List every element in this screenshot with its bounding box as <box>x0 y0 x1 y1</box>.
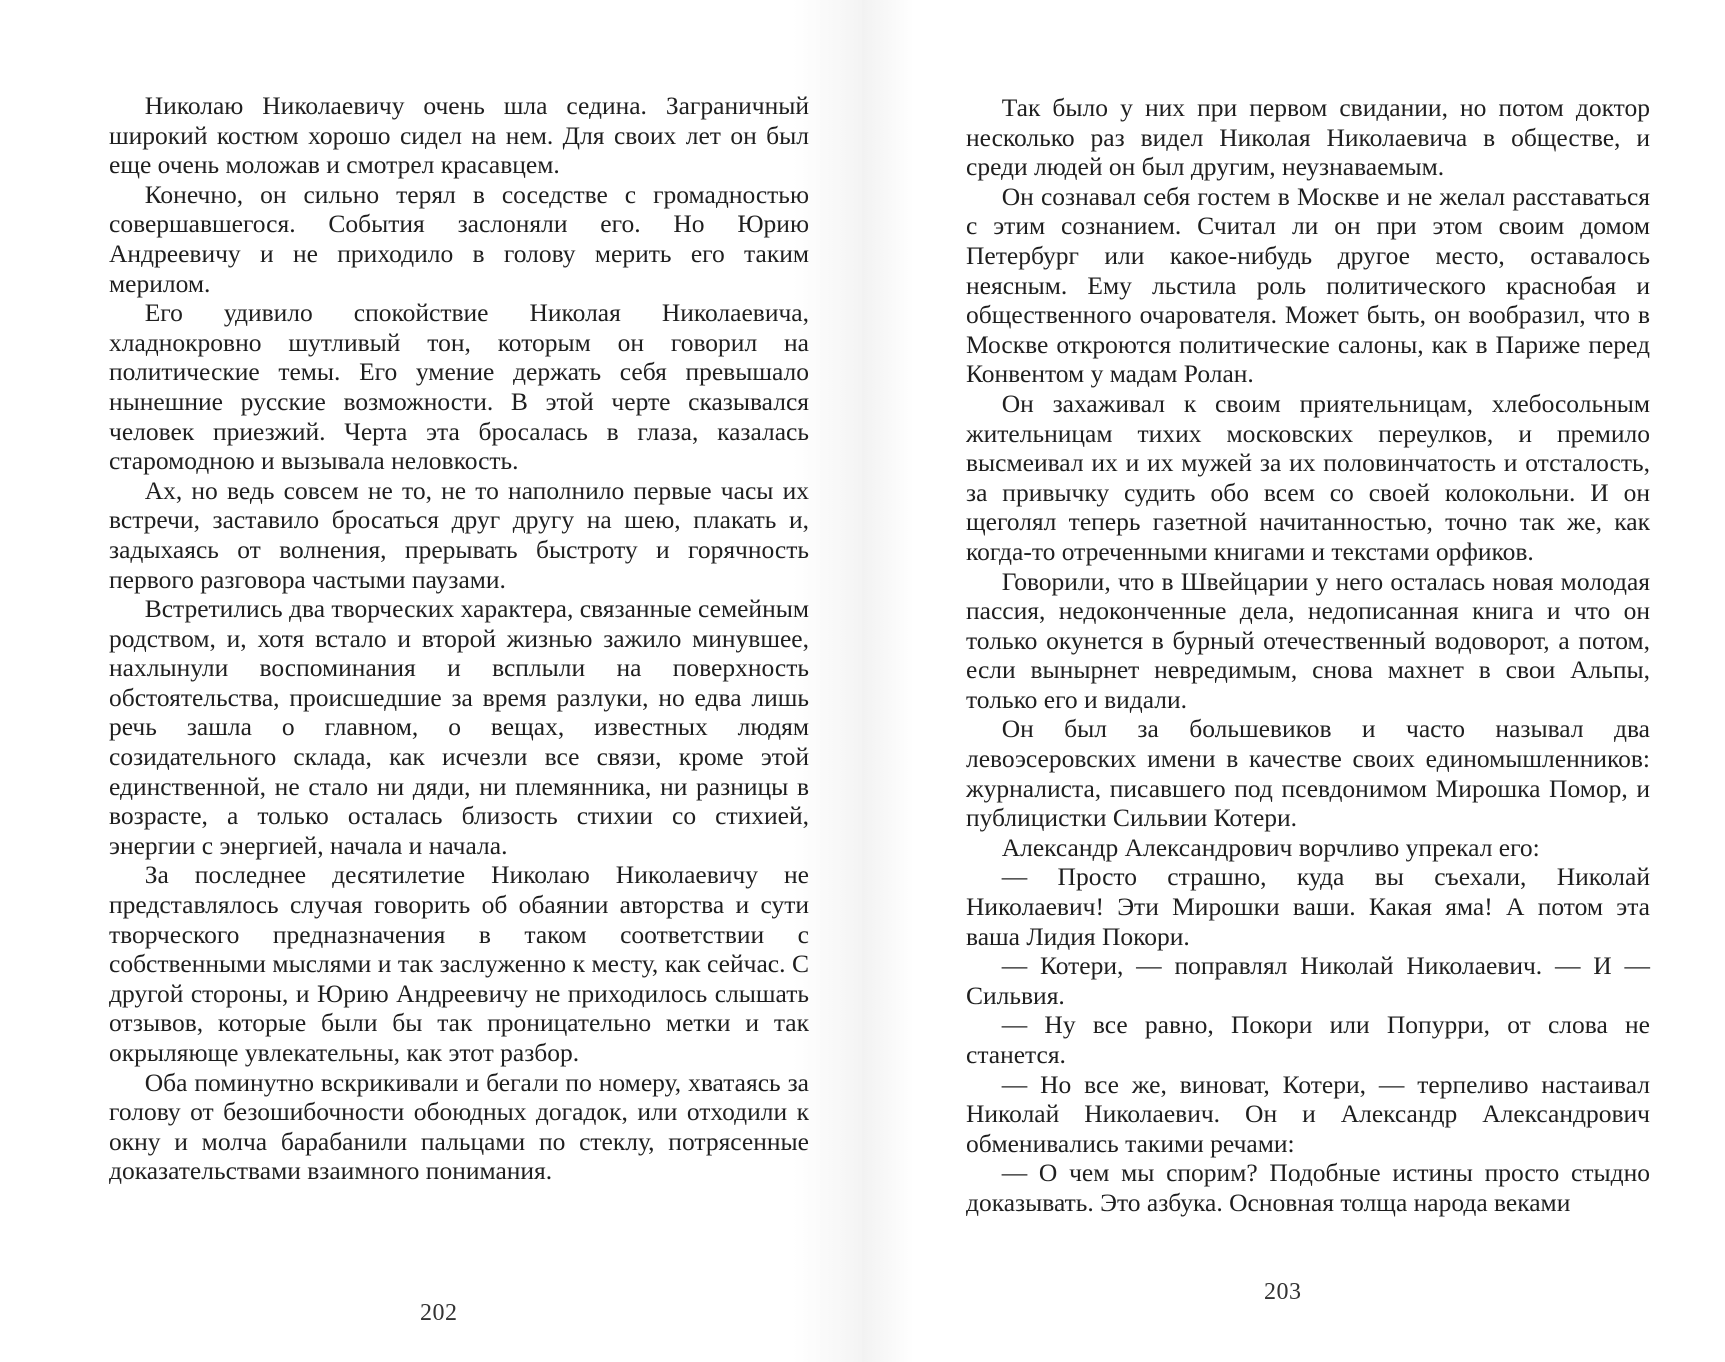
paragraph: Ах, но ведь совсем не то, не то наполнило первые часы их встречи, заставило бросаться друг другу на шею, плакать и, задыхаясь от волнения, прерывать быстроту и горячность первого разговора частыми паузами. <box>109 475 809 594</box>
paragraph: — Просто страшно, куда вы съехали, Николай Николаевич! Эти Мирошки ваши. Какая яма! А потом эта ваша Лидия Покори. <box>966 862 1650 951</box>
paragraph: Оба поминутно вскрикивали и бегали по номеру, хватаясь за голову от безошибочности обоюдных догадок, или отходили к окну и молча барабанили пальцами по стеклу, потрясенные доказательствами взаимного понимания. <box>109 1067 809 1186</box>
page-number-right: 203 <box>1264 1279 1302 1305</box>
paragraph: — Но все же, виноват, Котери, — терпеливо настаивал Николай Николаевич. Он и Александр Александрович обменивались такими речами: <box>966 1069 1650 1158</box>
paragraph: Он был за большевиков и часто называл два левоэсеровских имени в качестве своих единомышленников: журналиста, писавшего под псевдонимом Мирошка Помор, и публицистки Сильвии Котери. <box>966 714 1650 833</box>
left-page <box>0 0 862 1362</box>
right-page-text <box>966 93 1650 1218</box>
paragraph: Так было у них при первом свидании, но потом доктор несколько раз видел Николая Николаевича в обществе, и среди людей он был другим, неузнаваемым. <box>966 93 1650 182</box>
paragraph: Он сознавал себя гостем в Москве и не желал расставаться с этим сознанием. Считал ли он при этом своим домом Петербург или какое-нибудь другое место, оставалось неясным. Ему льстила роль политического краснобая и общественного очарователя. Может быть, он вообразил, что в Москве откроются политические салоны, как в Париже перед Конвентом у мадам Ролан. <box>966 181 1650 389</box>
paragraph: Конечно, он сильно терял в соседстве с громадностью совершавшегося. События заслоняли его. Но Юрию Андреевичу и не приходило в голову мерить его таким мерилом. <box>109 179 809 298</box>
right-page <box>862 0 1725 1362</box>
paragraph: — Котери, — поправлял Николай Николаевич. — И — Сильвия. <box>966 951 1650 1010</box>
paragraph: Николаю Николаевичу очень шла седина. Заграничный широкий костюм хорошо сидел на нем. Для своих лет он был еще очень моложав и смотрел красавцем. <box>109 91 809 180</box>
paragraph: — О чем мы спорим? Подобные истины просто стыдно доказывать. Это азбука. Основная толща народа веками <box>966 1158 1650 1217</box>
paragraph: Он захаживал к своим приятельницам, хлебосольным жительницам тихих московских переулков, и премило высмеивал их и их мужей за их половинчатость и отсталость, за привычку судить обо всем со своей колокольни. И он щеголял теперь газетной начитанностью, точно так же, как когда-то отреченными книгами и текстами орфиков. <box>966 388 1650 566</box>
paragraph: Его удивило спокойствие Николая Николаевича, хладнокровно шутливый тон, которым он говорил на политические темы. Его умение держать себя превышало нынешние русские возможности. В этой черте сказывался человек приезжий. Черта эта бросалась в глаза, казалась старомодною и вызывала неловкость. <box>109 298 809 476</box>
page-number-left: 202 <box>420 1300 458 1326</box>
paragraph: — Ну все равно, Покори или Попурри, от слова не станется. <box>966 1010 1650 1069</box>
paragraph: Говорили, что в Швейцарии у него осталась новая молодая пассия, недоконченные дела, недописанная книга и что он только окунется в бурный отечественный водоворот, а потом, если вынырнет невредимым, снова махнет в свои Альпы, только его и видали. <box>966 566 1650 714</box>
paragraph: Александр Александрович ворчливо упрекал его: <box>1001 832 1540 862</box>
left-page-text <box>109 91 809 1186</box>
paragraph: Встретились два творческих характера, связанные семейным родством, и, хотя встало и второй жизнью зажило минувшее, нахлынули воспоминания и всплыли на поверхность обстоятельства, происшедшие за время разлуки, но едва лишь речь зашла о главном, о вещах, известных людям созидательного склада, как исчезли все связи, кроме этой единственной, не стало ни дяди, ни племянника, ни разницы в возрасте, а только осталась близость стихии со стихией, энергии с энергией, начала и начала. <box>109 594 809 860</box>
paragraph: За последнее десятилетие Николаю Николаевичу не представлялось случая говорить об обаянии авторства и сути творческого предназначения в таком соответствии с собственными мыслями и так заслуженно к месту, как сейчас. С другой стороны, и Юрию Андреевичу не приходилось слышать отзывов, которые были бы так проницательно метки и так окрыляюще увлекательны, как этот разбор. <box>109 860 809 1067</box>
